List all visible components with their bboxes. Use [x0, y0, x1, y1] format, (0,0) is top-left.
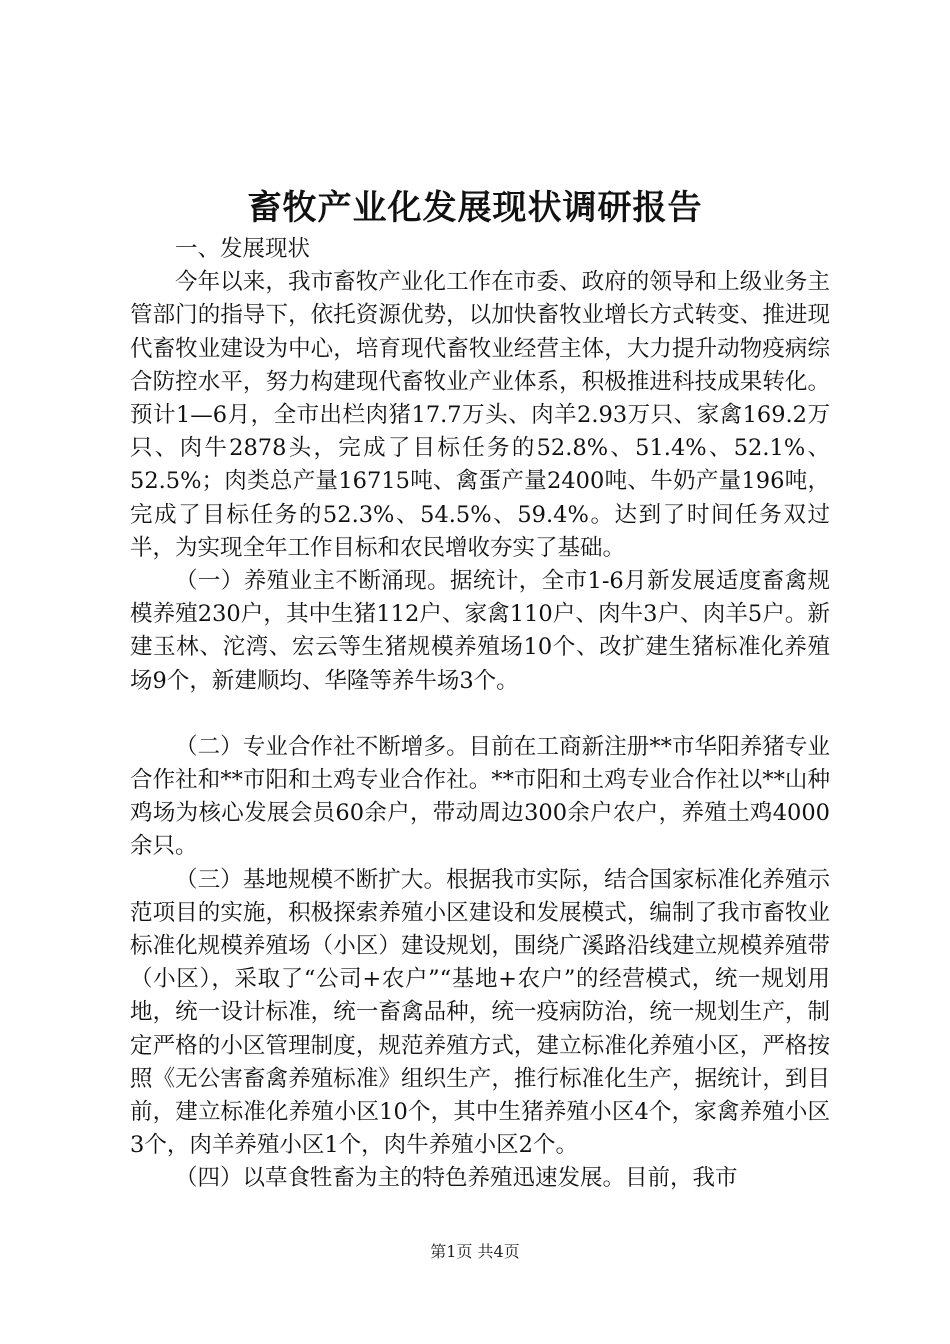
- paragraph-section-1: （一）养殖业主不断涌现。据统计，全市1-6月新发展适度畜禽规模养殖230户，其中生猪112户、家禽110户、肉牛3户、肉羊5户。新建玉林、沱湾、宏云等生猪规模养殖场10个、改扩建生猪标准化养殖场9个，新建顺均、华隆等养牛场3个。: [130, 568, 830, 694]
- paragraph-section-3: （三）基地规模不断扩大。根据我市实际，结合国家标准化养殖示范项目的实施，积极探索养殖小区建设和发展模式，编制了我市畜牧业标准化规模养殖场（小区）建设规划，围绕广溪路沿线建立规模养殖带（小区），采取了“公司+农户”“基地+农户”的经营模式，统一规划用地，统一设计标准，统一畜禽品种，统一疫病防治，统一规划生产，制定严格的小区管理制度，规范养殖方式，建立标准化养殖小区，严格按照《无公害畜禽养殖标准》组织生产，推行标准化生产，据统计，到目前，建立标准化养殖小区10个，其中生猪养殖小区4个，家禽养殖小区3个，肉羊养殖小区1个，肉牛养殖小区2个。: [130, 866, 830, 1159]
- section-heading: 一、发展现状: [175, 236, 311, 262]
- document-title: 畜牧产业化发展现状调研报告: [247, 188, 703, 228]
- paragraph-section-4: （四）以草食牲畜为主的特色养殖迅速发展。目前，我市: [175, 1165, 738, 1192]
- paragraph-section-2: （二）专业合作社不断增多。目前在工商新注册**市华阳养猪专业合作社和**市阳和土鸡专业合作社。**市阳和土鸡专业合作社以**山种鸡场为核心发展会员60余户，带动周边300余户农户，养殖土鸡4000余只。: [130, 733, 830, 860]
- paragraph-intro: 今年以来，我市畜牧产业化工作在市委、政府的领导和上级业务主管部门的指导下，依托资源优势，以加快畜牧业增长方式转变、推进现代畜牧业建设为中心，培育现代畜牧业经营主体，大力提升动物疫病综合防控水平，努力构建现代畜牧业产业体系，积极推进科技成果转化。预计1—6月，全市出栏肉猪17.7万头、肉羊2.93万只、家禽169.2万只、肉牛2878头，完成了目标任务的52.8%、51.4%、52.1%、52.5%；肉类总产量16715吨、禽蛋产量2400吨、牛奶产量196吨，完成了目标任务的52.3%、54.5%、59.4%。达到了时间任务双过半，为实现全年工作目标和农民增收夯实了基础。: [130, 269, 830, 561]
- page-footer: 第1页 共4页: [430, 1242, 520, 1261]
- document-body: [130, 233, 830, 1196]
